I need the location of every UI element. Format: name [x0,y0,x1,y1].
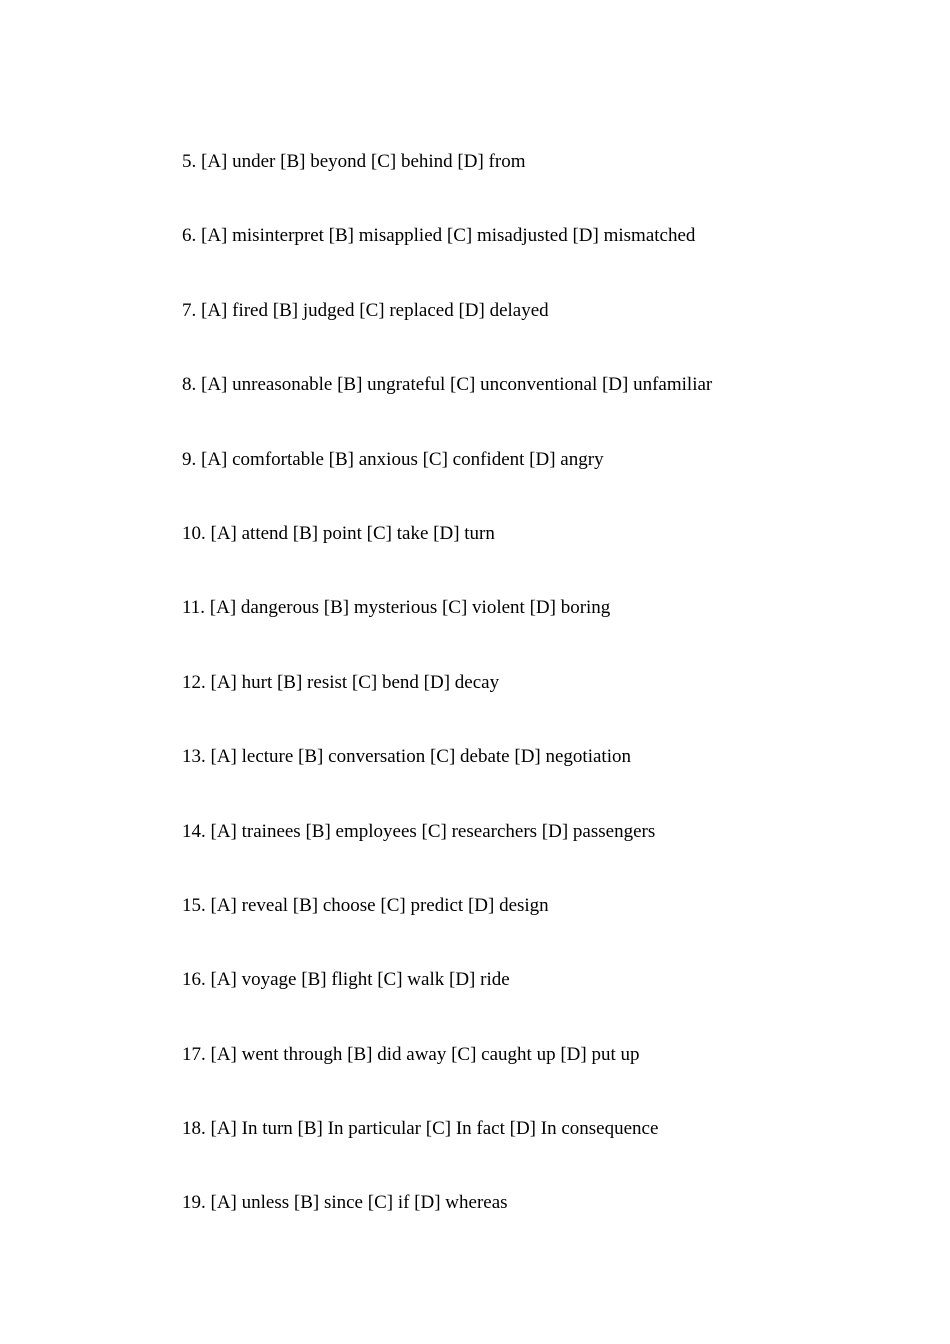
question-13: 13. [A] lecture [B] conversation [C] debate [D] negotiation [182,746,631,768]
question-10: 10. [A] attend [B] point [C] take [D] turn [182,522,495,544]
question-14: 14. [A] trainees [B] employees [C] researchers [D] passengers [182,820,656,842]
question-11: 11. [A] dangerous [B] mysterious [C] violent [D] boring [182,597,611,619]
question-16: 16. [A] voyage [B] flight [C] walk [D] ride [182,969,510,991]
question-7: 7. [A] fired [B] judged [C] replaced [D] delayed [182,299,549,321]
question-8: 8. [A] unreasonable [B] ungrateful [C] unconventional [D] unfamiliar [182,374,713,396]
question-5: 5. [A] under [B] beyond [C] behind [D] from [182,151,526,172]
question-9: 9. [A] comfortable [B] anxious [C] confident [D] angry [182,448,604,470]
question-6: 6. [A] misinterpret [B] misapplied [C] misadjusted [D] mismatched [182,225,696,247]
question-19: 19. [A] unless [B] since [C] if [D] whereas [182,1192,508,1214]
question-list [182,148,712,1264]
question-12: 12. [A] hurt [B] resist [C] bend [D] decay [182,671,500,693]
question-18: 18. [A] In turn [B] In particular [C] In fact [D] In consequence [182,1118,659,1140]
question-15: 15. [A] reveal [B] choose [C] predict [D] design [182,894,549,916]
question-17: 17. [A] went through [B] did away [C] caught up [D] put up [182,1043,640,1065]
